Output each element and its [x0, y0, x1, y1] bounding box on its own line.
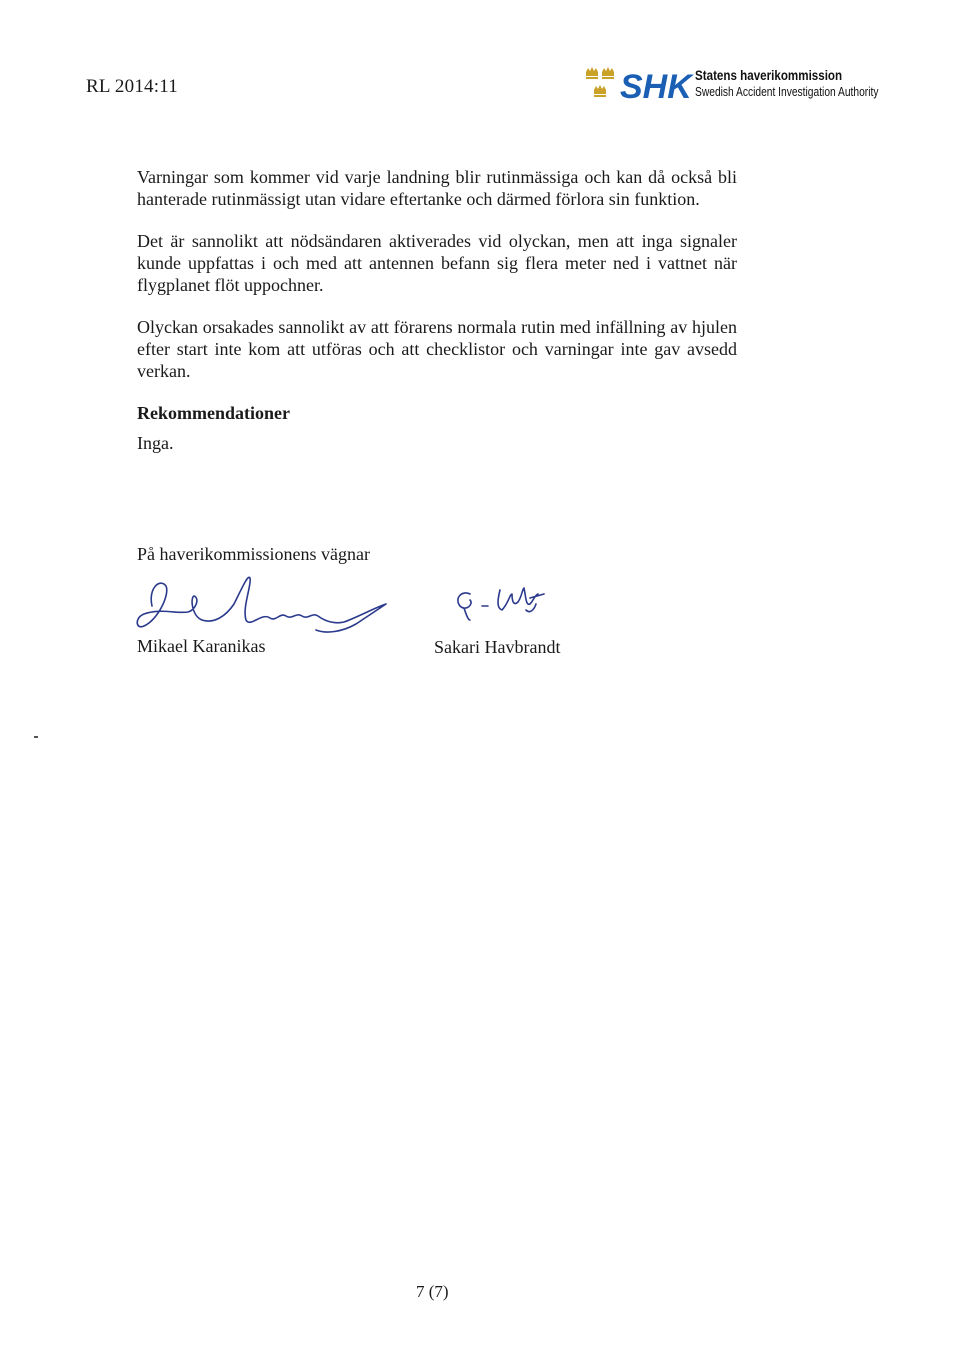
signature-havbrandt: [458, 588, 544, 620]
logo-name: Statens haverikommission: [695, 68, 843, 83]
signature-karanikas: [137, 577, 386, 632]
main-content: [137, 166, 737, 454]
shk-mark-icon: [618, 64, 696, 104]
paragraph-cause: Olyckan orsakades sannolikt av att förarens normala rutin med infällning av hjulen efter start inte kom att utföras och att checklistor och varningar inte gav avsedd verkan.: [137, 317, 737, 381]
recommendations-text: Inga.: [137, 433, 174, 453]
crowns-icon: [584, 66, 618, 102]
paragraph-emergency-transmitter: Det är sannolikt att nödsändaren aktiverades vid olyckan, men att inga signaler kunde uppfattas i och med att antennen befann sig flera meter ned i vattnet när flygplanet flöt uppochner.: [137, 231, 737, 295]
signer-karanikas: Mikael Karanikas: [137, 636, 266, 656]
logo-subtitle: Swedish Accident Investigation Authority: [695, 85, 879, 99]
on-behalf-line: På haverikommissionens vägnar: [137, 544, 370, 564]
shk-logo: [584, 64, 884, 104]
shk-mark-text: SHK: [620, 68, 692, 104]
signer-havbrandt: Sakari Havbrandt: [434, 637, 561, 657]
page-number: 7 (7): [416, 1282, 449, 1301]
paragraph-warnings: Varningar som kommer vid varje landning blir rutinmässiga och kan då också bli hanterade rutinmässigt utan vidare eftertanke och därmed förlora sin funktion.: [137, 167, 737, 209]
scan-speck: [34, 736, 38, 738]
report-id: RL 2014:11: [86, 76, 178, 97]
recommendations-heading: Rekommendationer: [137, 403, 290, 423]
